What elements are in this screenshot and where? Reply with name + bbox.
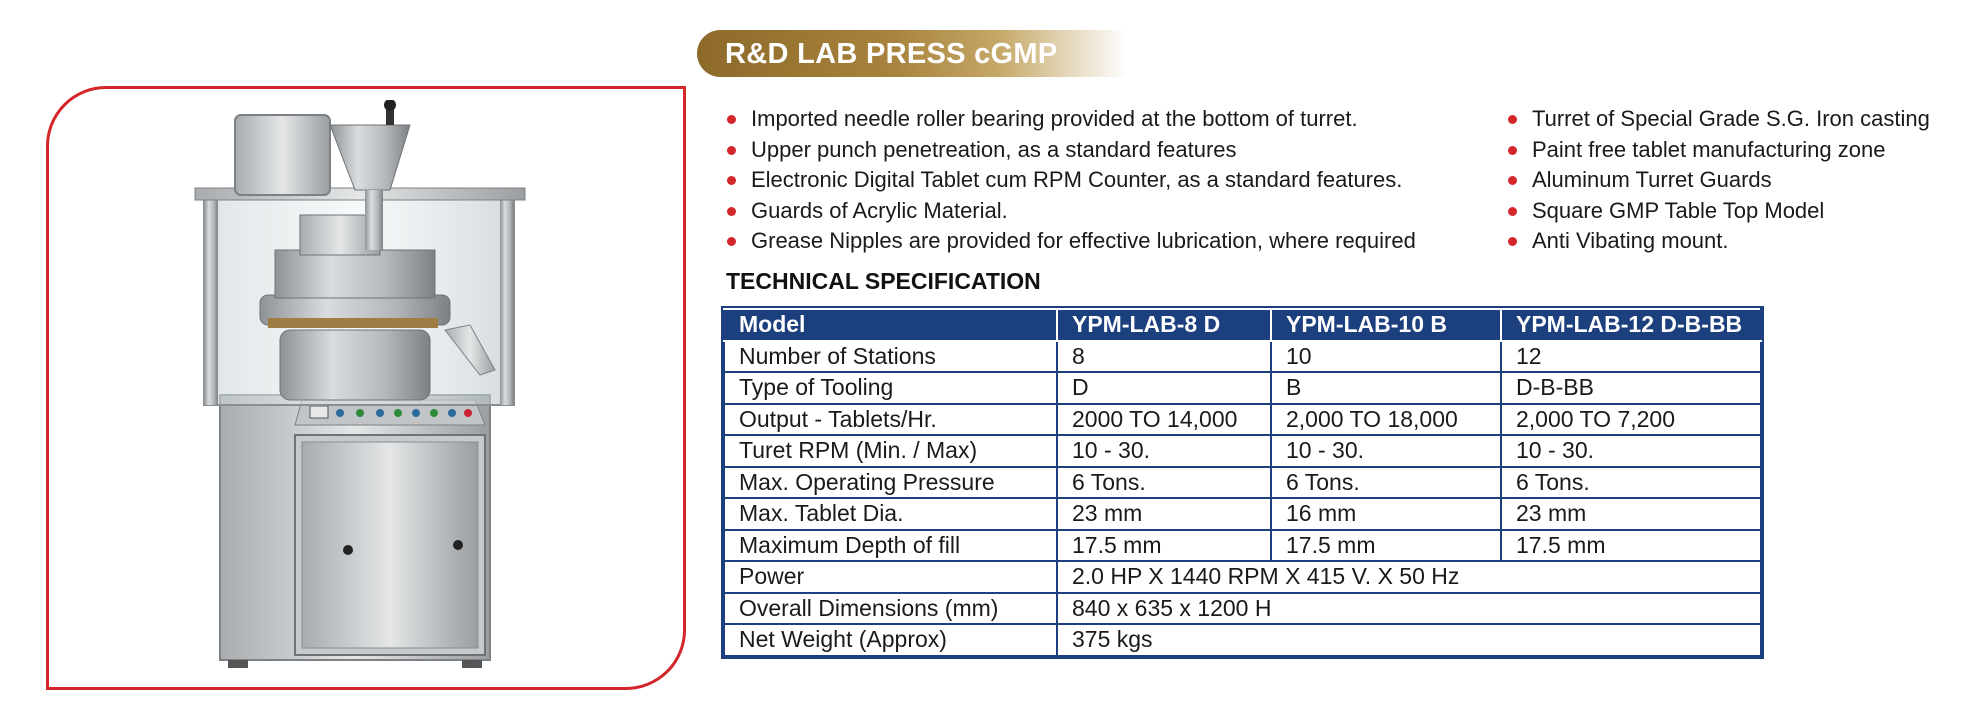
list-item: Electronic Digital Tablet cum RPM Counter, as a standard features. xyxy=(723,165,1416,196)
table-cell: 23 mm xyxy=(1057,498,1271,530)
table-row xyxy=(724,404,1761,436)
page-title: R&D LAB PRESS cGMP xyxy=(725,38,1058,70)
table-cell: Number of Stations xyxy=(724,341,1057,373)
table-row xyxy=(724,624,1761,656)
table-row xyxy=(724,498,1761,530)
table-cell: 17.5 mm xyxy=(1271,530,1501,562)
table-cell: 16 mm xyxy=(1271,498,1501,530)
table-cell: 10 - 30. xyxy=(1271,435,1501,467)
table-cell: Max. Tablet Dia. xyxy=(724,498,1057,530)
table-cell: 10 - 30. xyxy=(1057,435,1271,467)
table-row xyxy=(724,341,1761,373)
table-cell: 10 xyxy=(1271,341,1501,373)
table-cell: 12 xyxy=(1501,341,1761,373)
table-cell: Net Weight (Approx) xyxy=(724,624,1057,656)
bullet-icon xyxy=(1508,176,1517,185)
table-cell: 6 Tons. xyxy=(1271,467,1501,499)
table-cell: 8 xyxy=(1057,341,1271,373)
list-item: Grease Nipples are provided for effective lubrication, where required xyxy=(723,226,1416,257)
table-row xyxy=(724,561,1761,593)
header-cell: YPM-LAB-10 B xyxy=(1271,309,1501,341)
list-item: Anti Vibating mount. xyxy=(1504,226,1930,257)
header-cell: YPM-LAB-12 D-B-BB xyxy=(1501,309,1761,341)
table-cell: Maximum Depth of fill xyxy=(724,530,1057,562)
table-cell: 840 x 635 x 1200 H xyxy=(1057,593,1761,625)
table-cell: 375 kgs xyxy=(1057,624,1761,656)
list-item: Paint free tablet manufacturing zone xyxy=(1504,135,1930,166)
title-banner xyxy=(697,30,1127,77)
table-cell: Type of Tooling xyxy=(724,372,1057,404)
table-cell: 2.0 HP X 1440 RPM X 415 V. X 50 Hz xyxy=(1057,561,1761,593)
table-cell: Max. Operating Pressure xyxy=(724,467,1057,499)
features-list-right xyxy=(1504,104,1930,257)
header-cell: YPM-LAB-8 D xyxy=(1057,309,1271,341)
bullet-icon xyxy=(727,207,736,216)
bullet-icon xyxy=(727,237,736,246)
spec-table xyxy=(723,308,1762,657)
table-row xyxy=(724,593,1761,625)
table-cell: 2000 TO 14,000 xyxy=(1057,404,1271,436)
bullet-icon xyxy=(1508,237,1517,246)
table-cell: 6 Tons. xyxy=(1501,467,1761,499)
list-item: Guards of Acrylic Material. xyxy=(723,196,1416,227)
list-item: Upper punch penetreation, as a standard features xyxy=(723,135,1416,166)
table-cell: D xyxy=(1057,372,1271,404)
table-cell: Power xyxy=(724,561,1057,593)
features-list-left xyxy=(723,104,1416,257)
table-cell: 23 mm xyxy=(1501,498,1761,530)
table-row xyxy=(724,467,1761,499)
table-cell: Output - Tablets/Hr. xyxy=(724,404,1057,436)
table-cell: 10 - 30. xyxy=(1501,435,1761,467)
table-cell: D-B-BB xyxy=(1501,372,1761,404)
table-cell: 2,000 TO 18,000 xyxy=(1271,404,1501,436)
table-cell: 6 Tons. xyxy=(1057,467,1271,499)
table-cell: B xyxy=(1271,372,1501,404)
list-item: Turret of Special Grade S.G. Iron casting xyxy=(1504,104,1930,135)
list-item: Aluminum Turret Guards xyxy=(1504,165,1930,196)
bullet-icon xyxy=(727,115,736,124)
bullet-icon xyxy=(727,176,736,185)
spec-heading: TECHNICAL SPECIFICATION xyxy=(726,268,1041,294)
table-row xyxy=(724,530,1761,562)
bullet-icon xyxy=(727,146,736,155)
table-cell: 2,000 TO 7,200 xyxy=(1501,404,1761,436)
list-item: Imported needle roller bearing provided at the bottom of turret. xyxy=(723,104,1416,135)
table-cell: 17.5 mm xyxy=(1057,530,1271,562)
bullet-icon xyxy=(1508,115,1517,124)
table-row xyxy=(724,372,1761,404)
table-header-row xyxy=(724,309,1761,341)
lab-press-machine-image xyxy=(190,100,530,670)
table-cell: Overall Dimensions (mm) xyxy=(724,593,1057,625)
bullet-icon xyxy=(1508,207,1517,216)
table-row xyxy=(724,435,1761,467)
table-cell: 17.5 mm xyxy=(1501,530,1761,562)
table-cell: Turet RPM (Min. / Max) xyxy=(724,435,1057,467)
list-item: Square GMP Table Top Model xyxy=(1504,196,1930,227)
bullet-icon xyxy=(1508,146,1517,155)
header-cell: Model xyxy=(724,309,1057,341)
